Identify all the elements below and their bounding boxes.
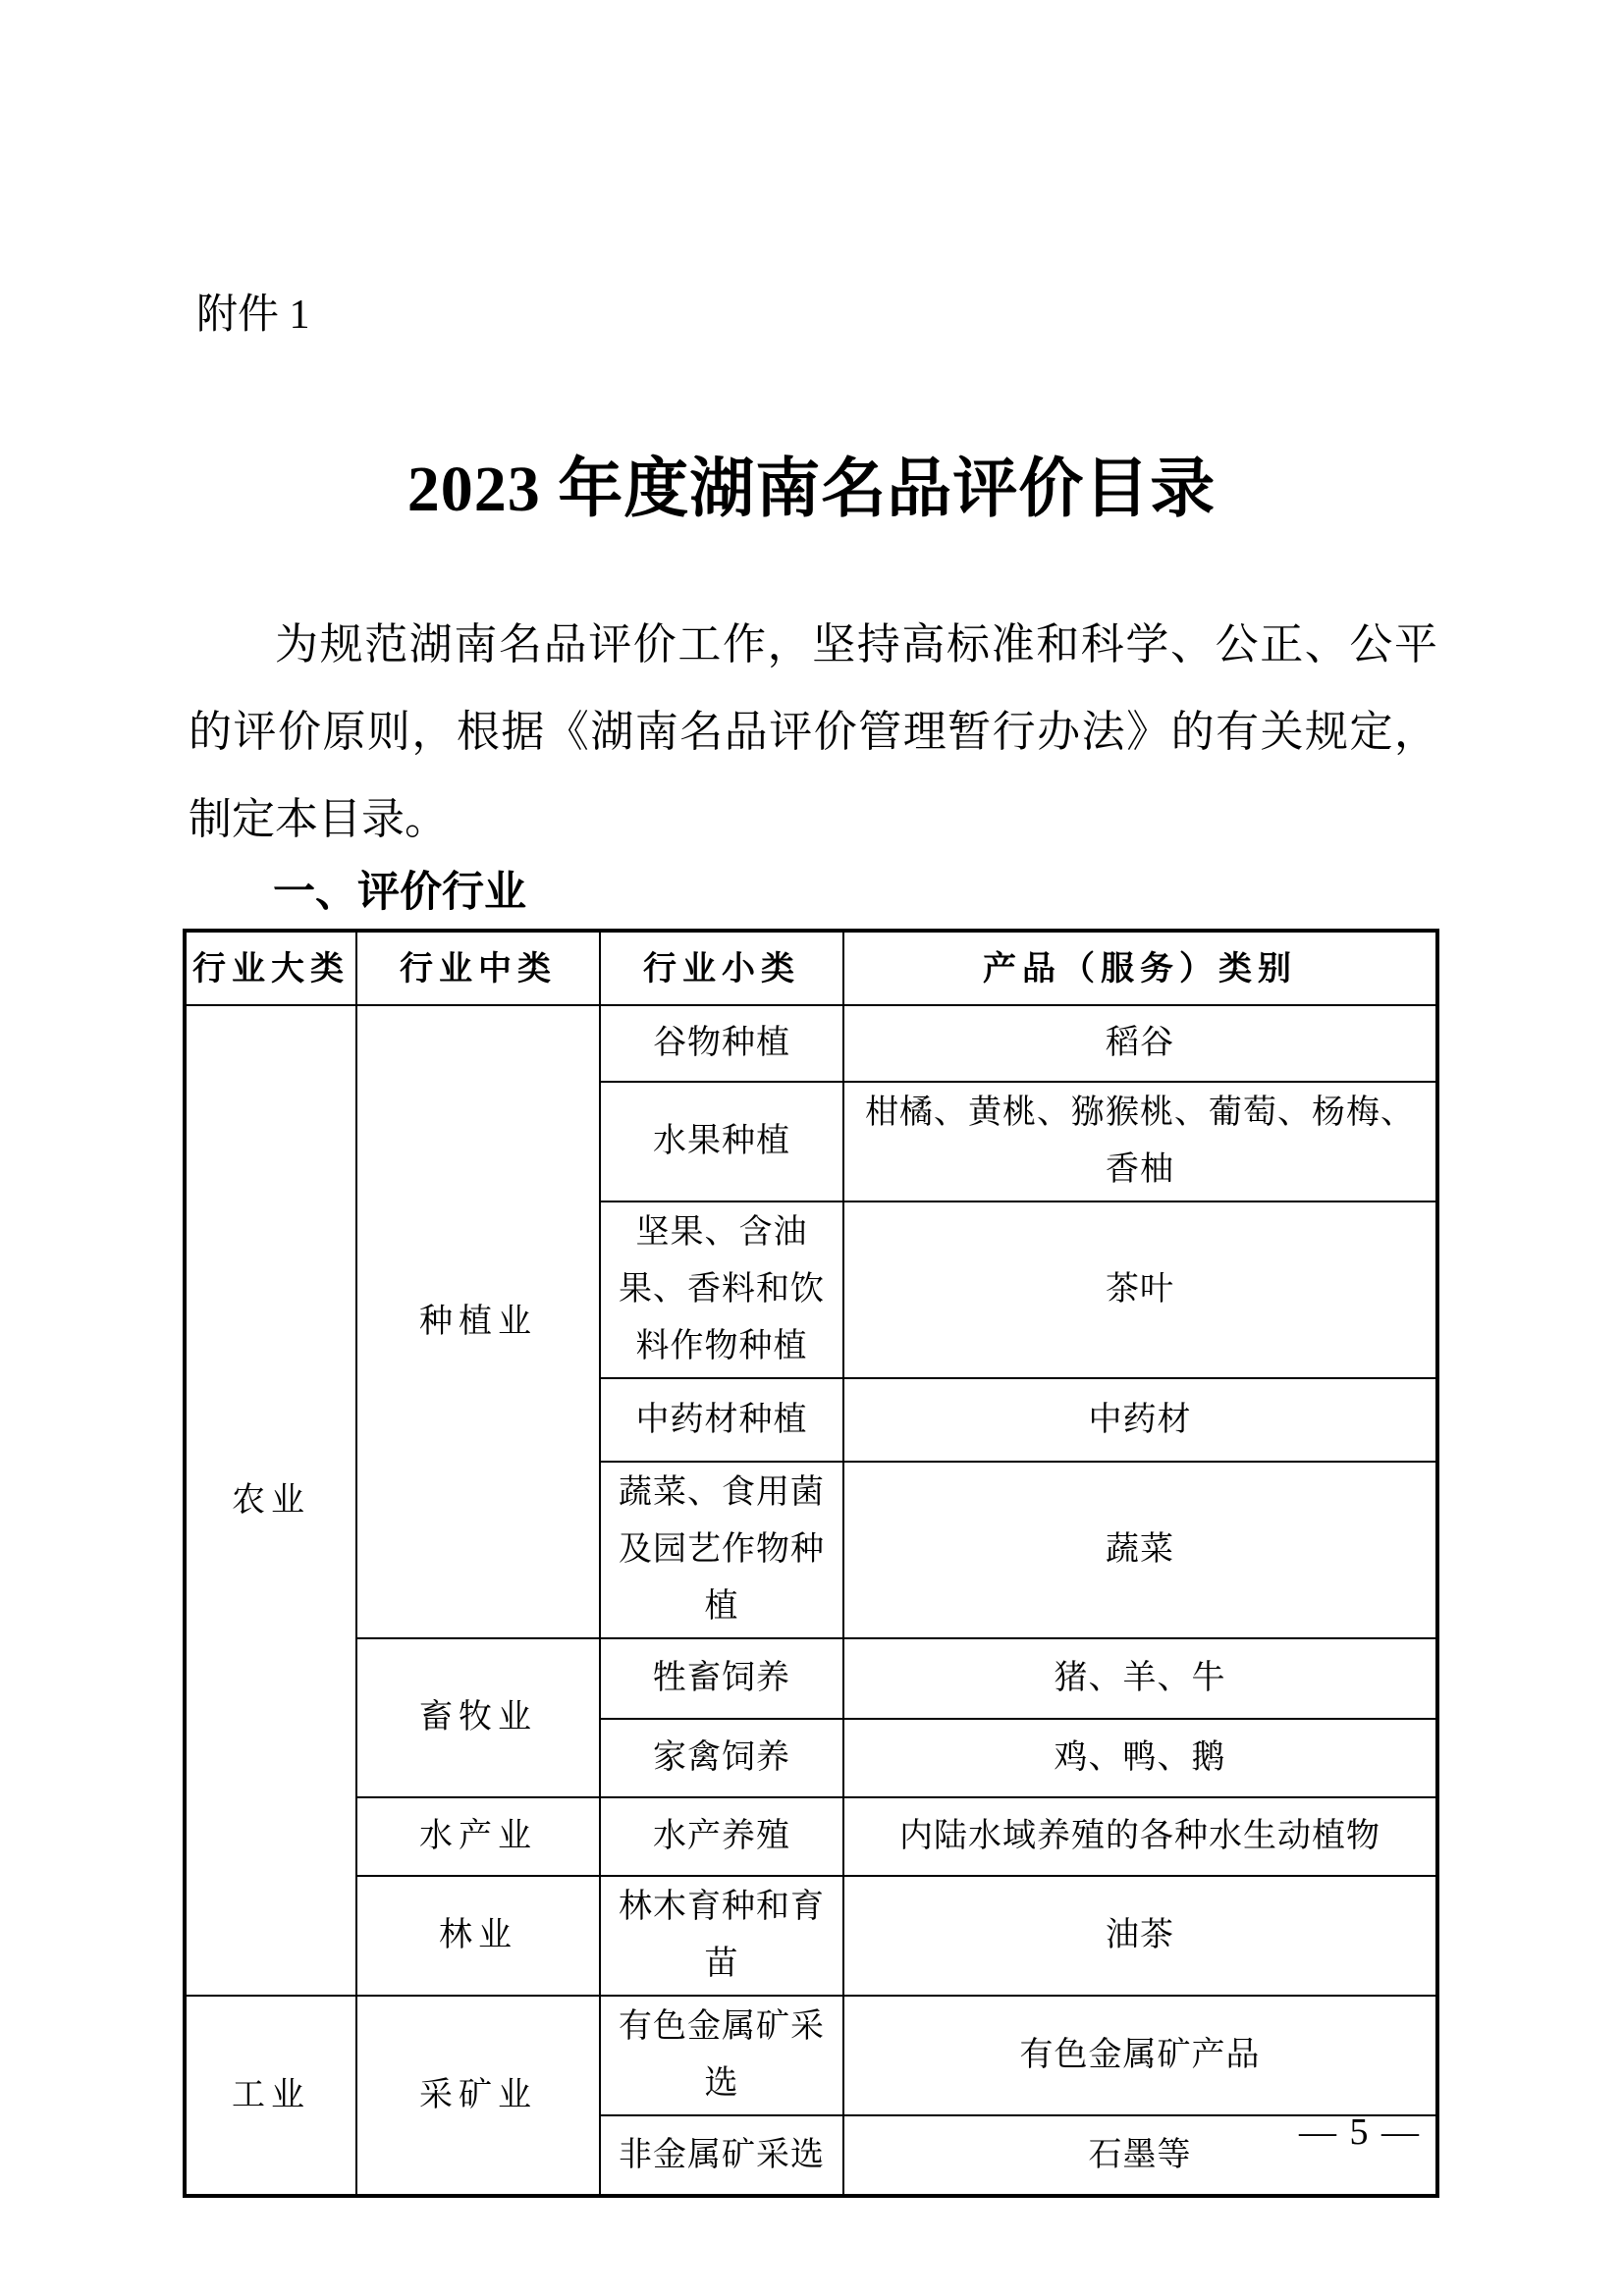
intro-line-3: 制定本目录。 [189,795,448,843]
table-row [185,1638,1437,1719]
column-header-products: 产品（服务）类别 [843,931,1437,1005]
cell-products: 内陆水域养殖的各种水生动植物 [843,1797,1437,1876]
column-header-middle: 行业中类 [356,931,600,1005]
cell-minor: 水果种植 [600,1082,843,1201]
section-heading: 一、评价行业 [273,869,526,916]
page-title: 2023 年度湖南名品评价目录 [406,454,1217,525]
cell-products: 茶叶 [843,1201,1437,1378]
table-row [185,1797,1437,1876]
cell-products: 蔬菜 [843,1462,1437,1638]
table-header-row [185,931,1437,1005]
cell-minor: 蔬菜、食用菌及园艺作物种植 [600,1462,843,1638]
cell-minor: 非金属矿采选 [600,2115,843,2196]
cell-middle-husbandry: 畜牧业 [356,1638,600,1797]
cell-minor: 有色金属矿采选 [600,1996,843,2115]
cell-minor: 水产养殖 [600,1797,843,1876]
cell-products: 鸡、鸭、鹅 [843,1719,1437,1797]
cell-major-agriculture: 农业 [185,1005,356,1996]
cell-minor: 谷物种植 [600,1005,843,1082]
cell-products: 稻谷 [843,1005,1437,1082]
cell-minor: 家禽饲养 [600,1719,843,1797]
column-header-minor: 行业小类 [600,931,843,1005]
cell-minor: 中药材种植 [600,1378,843,1462]
cell-middle-aquaculture: 水产业 [356,1797,600,1876]
cell-middle-forestry: 林业 [356,1876,600,1996]
cell-major-industry: 工业 [185,1996,356,2196]
page-number: — 5 — [1299,2111,1421,2153]
attachment-label: 附件 1 [196,293,310,338]
industry-table-container [183,929,1439,2198]
cell-middle-planting: 种植业 [356,1005,600,1638]
cell-products: 石墨等 [843,2115,1437,2196]
table-row [185,1996,1437,2115]
cell-products: 油茶 [843,1876,1437,1996]
intro-line-2: 的评价原则，根据《湖南名品评价管理暂行办法》的有关规定， [189,708,1437,756]
cell-products: 有色金属矿产品 [843,1996,1437,2115]
cell-products: 柑橘、黄桃、猕猴桃、葡萄、杨梅、香柚 [843,1082,1437,1201]
column-header-major: 行业大类 [185,931,356,1005]
cell-products: 猪、羊、牛 [843,1638,1437,1719]
intro-paragraph [189,601,1437,863]
table-row [185,1876,1437,1996]
intro-line-1: 为规范湖南名品评价工作，坚持高标准和科学、公正、公平 [275,620,1437,668]
cell-minor: 坚果、含油果、香料和饮料作物种植 [600,1201,843,1378]
cell-minor: 牲畜饲养 [600,1638,843,1719]
table-row [185,1005,1437,1082]
cell-products: 中药材 [843,1378,1437,1462]
cell-minor: 林木育种和育苗 [600,1876,843,1996]
industry-table [183,929,1439,2198]
cell-middle-mining: 采矿业 [356,1996,600,2196]
